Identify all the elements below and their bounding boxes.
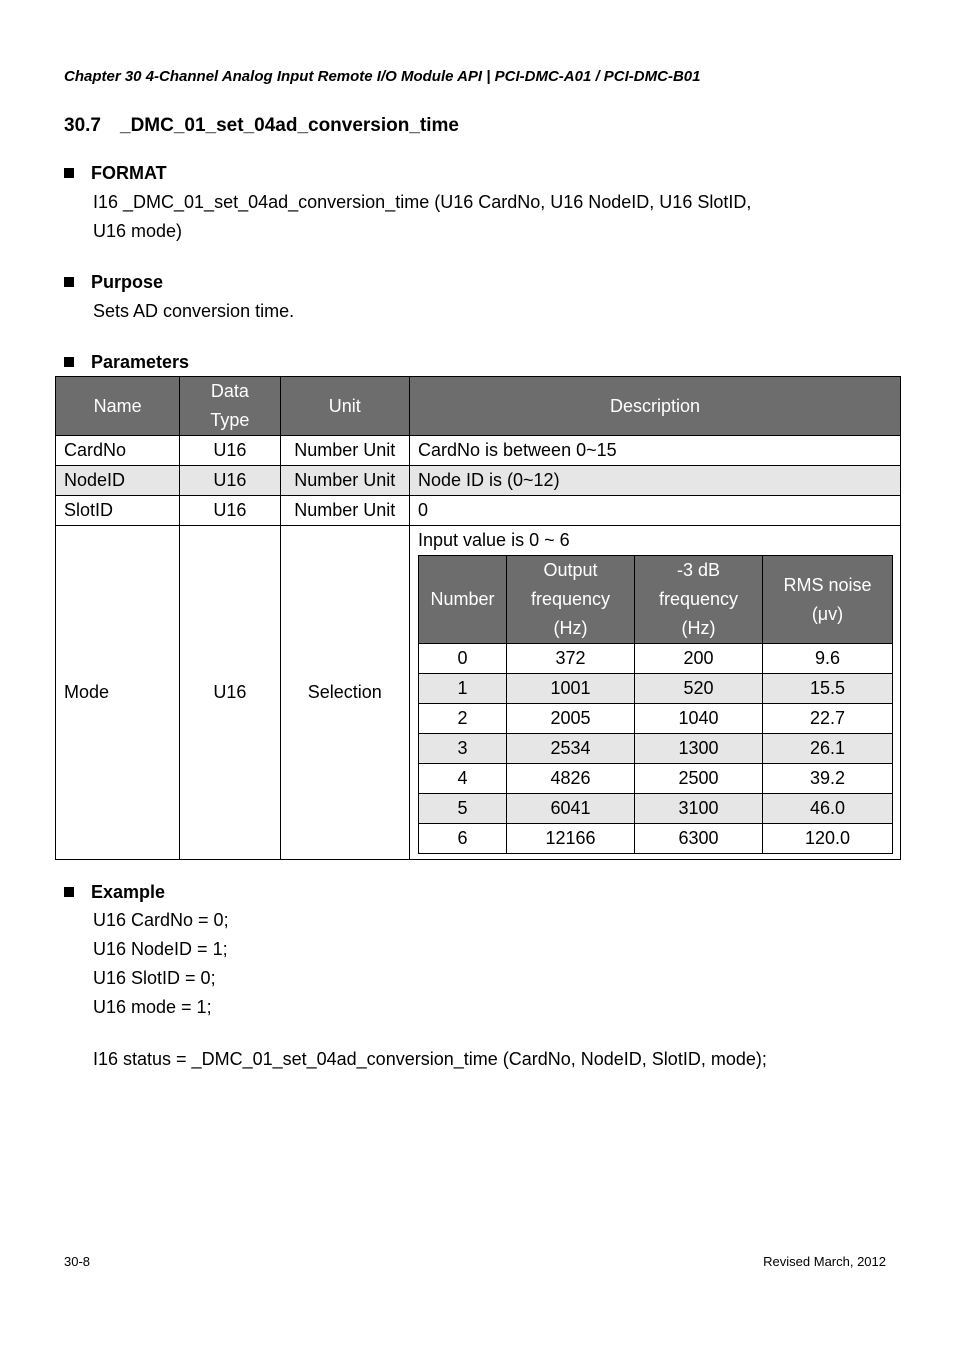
format-signature: [93, 188, 751, 246]
table-row: [56, 526, 901, 860]
purpose-text: Sets AD conversion time.: [93, 301, 295, 321]
section-title: [64, 115, 459, 137]
mode-header-row: [419, 556, 893, 644]
mode-table-row: [419, 764, 893, 794]
page-number: 30-8: [64, 1254, 91, 1269]
example-line: U16 SlotID = 0;: [93, 968, 216, 988]
mode-rms-noise: 22.7: [763, 704, 893, 734]
mode-number: 1: [419, 674, 507, 704]
mode-number: 2: [419, 704, 507, 734]
param-name: SlotID: [56, 496, 180, 526]
table-row: [56, 466, 901, 496]
mode-table-row: [419, 674, 893, 704]
revision-date: Revised March, 2012: [763, 1254, 886, 1269]
table-row: [56, 436, 901, 466]
col-name-header: Name: [56, 377, 180, 436]
section-name: _DMC_01_set_04ad_conversion_time: [120, 115, 460, 136]
mode-3db-frequency: 6300: [635, 824, 763, 854]
mode-col-rms-header: RMS noise (μv): [763, 556, 893, 644]
mode-col-number-header: Number: [419, 556, 507, 644]
param-name: Mode: [56, 526, 180, 860]
format-line-1: I16 _DMC_01_set_04ad_conversion_time (U16 CardNo, U16 NodeID, U16 SlotID,: [93, 192, 752, 212]
mode-rms-noise: 26.1: [763, 734, 893, 764]
parameters-heading: [64, 352, 189, 373]
mode-output-frequency: 12166: [507, 824, 635, 854]
mode-output-frequency: 2005: [507, 704, 635, 734]
bullet-square-icon: [64, 168, 74, 178]
param-description: CardNo is between 0~15: [410, 436, 901, 466]
section-number: 30.7: [64, 115, 101, 136]
mode-number: 0: [419, 644, 507, 674]
mode-output-frequency: 1001: [507, 674, 635, 704]
example-line: U16 NodeID = 1;: [93, 939, 228, 959]
table-row: [56, 496, 901, 526]
mode-description-text: Input value is 0 ~ 6: [418, 530, 570, 550]
chapter-header: Chapter 30 4-Channel Analog Input Remote I/O Module API | PCI-DMC-A01 / PCI-DMC-B01: [64, 68, 701, 85]
example-code: [93, 906, 229, 1022]
example-heading-label: Example: [91, 882, 166, 902]
bullet-square-icon: [64, 357, 74, 367]
mode-rms-noise: 120.0: [763, 824, 893, 854]
bullet-square-icon: [64, 277, 74, 287]
mode-number: 4: [419, 764, 507, 794]
col-type-header: Data Type: [180, 377, 280, 436]
example-heading: [64, 882, 165, 903]
example-line: U16 mode = 1;: [93, 997, 212, 1017]
mode-col-output-header: Output frequency (Hz): [507, 556, 635, 644]
param-unit: Selection: [280, 526, 409, 860]
param-description: 0: [410, 496, 901, 526]
mode-table-row: [419, 644, 893, 674]
mode-number: 5: [419, 794, 507, 824]
mode-3db-frequency: 200: [635, 644, 763, 674]
param-type: U16: [180, 496, 280, 526]
purpose-heading-label: Purpose: [91, 272, 164, 292]
example-call: I16 status = _DMC_01_set_04ad_conversion_time (CardNo, NodeID, SlotID, mode);: [93, 1049, 767, 1069]
col-description-header: Description: [410, 377, 901, 436]
bullet-square-icon: [64, 887, 74, 897]
param-name: NodeID: [56, 466, 180, 496]
param-unit: Number Unit: [280, 496, 409, 526]
mode-rms-noise: 15.5: [763, 674, 893, 704]
mode-rms-noise: 9.6: [763, 644, 893, 674]
param-unit: Number Unit: [280, 466, 409, 496]
col-unit-header: Unit: [280, 377, 409, 436]
mode-table: [418, 555, 893, 854]
mode-3db-frequency: 1040: [635, 704, 763, 734]
mode-table-row: [419, 704, 893, 734]
mode-3db-frequency: 3100: [635, 794, 763, 824]
mode-number: 3: [419, 734, 507, 764]
mode-rms-noise: 39.2: [763, 764, 893, 794]
mode-rms-noise: 46.0: [763, 794, 893, 824]
parameters-header-row: [56, 377, 901, 436]
mode-3db-frequency: 2500: [635, 764, 763, 794]
example-line: U16 CardNo = 0;: [93, 910, 229, 930]
parameters-heading-label: Parameters: [91, 352, 190, 372]
param-type: U16: [180, 466, 280, 496]
format-heading-label: FORMAT: [91, 163, 167, 183]
mode-number: 6: [419, 824, 507, 854]
param-type: U16: [180, 526, 280, 860]
mode-col-3db-header: -3 dB frequency (Hz): [635, 556, 763, 644]
mode-output-frequency: 6041: [507, 794, 635, 824]
param-name: CardNo: [56, 436, 180, 466]
mode-output-frequency: 4826: [507, 764, 635, 794]
param-type: U16: [180, 436, 280, 466]
param-unit: Number Unit: [280, 436, 409, 466]
parameters-table: [55, 376, 901, 860]
param-description: [410, 526, 901, 860]
format-heading: [64, 163, 167, 184]
mode-table-row: [419, 734, 893, 764]
mode-3db-frequency: 520: [635, 674, 763, 704]
mode-table-row: [419, 824, 893, 854]
mode-output-frequency: 2534: [507, 734, 635, 764]
purpose-heading: [64, 272, 163, 293]
mode-3db-frequency: 1300: [635, 734, 763, 764]
mode-output-frequency: 372: [507, 644, 635, 674]
mode-table-row: [419, 794, 893, 824]
format-line-2: U16 mode): [93, 221, 183, 241]
param-description: Node ID is (0~12): [410, 466, 901, 496]
